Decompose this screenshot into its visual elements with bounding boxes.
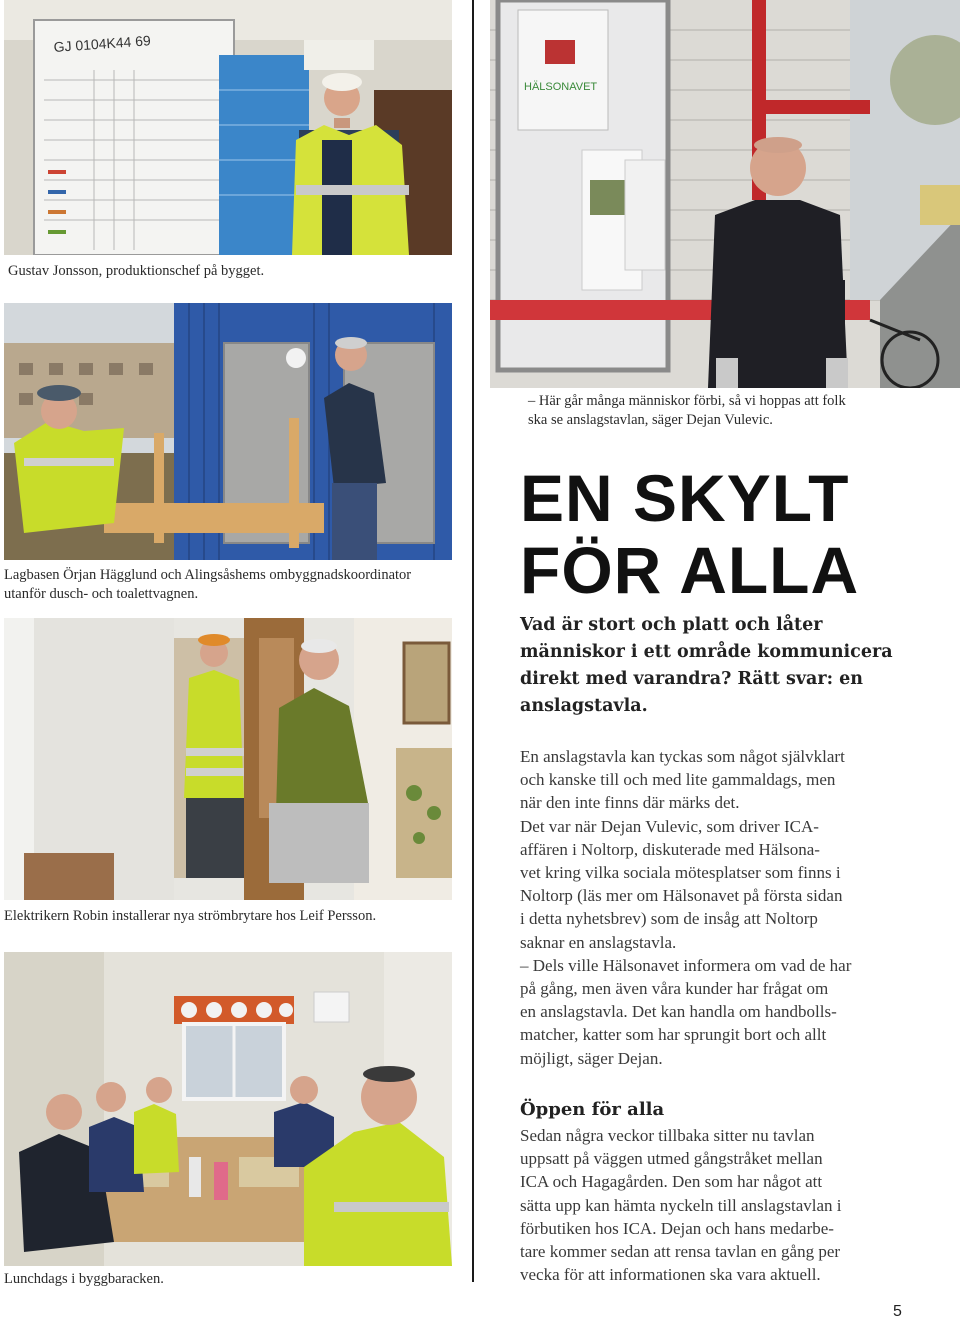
section-line: Sedan några veckor tillbaka sitter nu tavlan	[520, 1126, 815, 1145]
photo-gustav-jonsson-image	[4, 0, 452, 255]
headline-line-1: EN SKYLT	[520, 461, 850, 535]
article-body	[520, 745, 905, 1070]
section-line: ICA och Hagagården. Den som har något att	[520, 1172, 823, 1192]
body-line: matcher, katter som har sprungit bort och allt	[520, 1025, 827, 1045]
body-line: Det var när Dejan Vulevic, som driver ICA-	[520, 816, 819, 836]
photo-lunch	[4, 952, 452, 1266]
body-line: när den inte finns där märks det.	[520, 793, 740, 813]
photo-robin-leif-image	[4, 618, 452, 900]
body-line: – Dels ville Hälsonavet informera om vad de har	[520, 955, 852, 975]
body-line: på gång, men även våra kunder har frågat om	[520, 979, 829, 999]
whiteboard-label: GJ 0104K44 69	[53, 32, 152, 55]
photo-orjan-hagglund-image	[4, 303, 452, 560]
page-number: 5	[893, 1303, 902, 1320]
photo-dejan-vulevic-image	[490, 0, 960, 388]
body-line: i detta nyhetsbrev) som de insåg att Noltorp	[520, 909, 818, 929]
body-line: en anslagstavla. Det kan handla om handbolls-	[520, 1002, 837, 1022]
headline-line-2: FÖR ALLA	[520, 533, 860, 607]
body-line: affären i Noltorp, diskuterade med Hälsona-	[520, 839, 820, 859]
caption-photo-robin: Elektrikern Robin installerar nya strömbrytare hos Leif Persson.	[4, 908, 377, 924]
photo-gustav-jonsson	[4, 0, 452, 255]
caption-photo-orjan: Lagbasen Örjan Hägglund och Alingsåshems ombyggnadskoordinator utanför dusch- och toalettvagnen.	[4, 567, 412, 602]
body-line: vet kring vilka sociala mötesplatser som finns i	[520, 863, 841, 883]
section-line: tare kommer sedan att rensa tavlan en gång per	[520, 1242, 841, 1262]
photo-orjan-hagglund	[4, 303, 452, 560]
section-line: uppsatt på väggen utmed gångstråket mellan	[520, 1149, 823, 1169]
body-line: En anslagstavla kan tyckas som något självklart	[520, 747, 845, 766]
caption-photo-gustav: Gustav Jonsson, produktionschef på bygget.	[8, 263, 265, 279]
section-body	[520, 1124, 905, 1286]
body-line: möjligt, säger Dejan.	[520, 1048, 663, 1068]
body-line: Noltorp (läs mer om Hälsonavet på första sidan	[520, 886, 843, 906]
column-divider	[472, 0, 474, 1282]
section-line: förbutiken hos ICA. Dejan och hans medarbe-	[520, 1218, 834, 1238]
body-line: och kanske till och med lite gammaldags, men	[520, 770, 836, 790]
caption-photo-lunch: Lunchdags i byggbaracken.	[4, 1271, 164, 1287]
body-line: saknar en anslagstavla.	[520, 932, 677, 952]
section-line: sätta upp kan hämta nyckeln till anslagstavlan i	[520, 1195, 842, 1215]
section-line: vecka för att informationen ska vara aktuell.	[520, 1265, 821, 1285]
poster-label: HÄLSONAVET	[524, 81, 598, 93]
article-lead: Vad är stort och platt och låter människor i ett område kommunicera direkt med varandra? Rätt svar: en anslagstavla.	[520, 615, 893, 716]
photo-dejan-vulevic	[490, 0, 960, 388]
photo-lunch-image	[4, 952, 452, 1266]
caption-photo-dejan: – Här går många människor förbi, så vi hoppas att folk ska se anslagstavlan, säger Dejan Vulevic.	[528, 393, 846, 428]
article-headline	[520, 462, 940, 606]
section-subhead: Öppen för alla	[520, 1099, 665, 1120]
photo-robin-leif	[4, 618, 452, 900]
